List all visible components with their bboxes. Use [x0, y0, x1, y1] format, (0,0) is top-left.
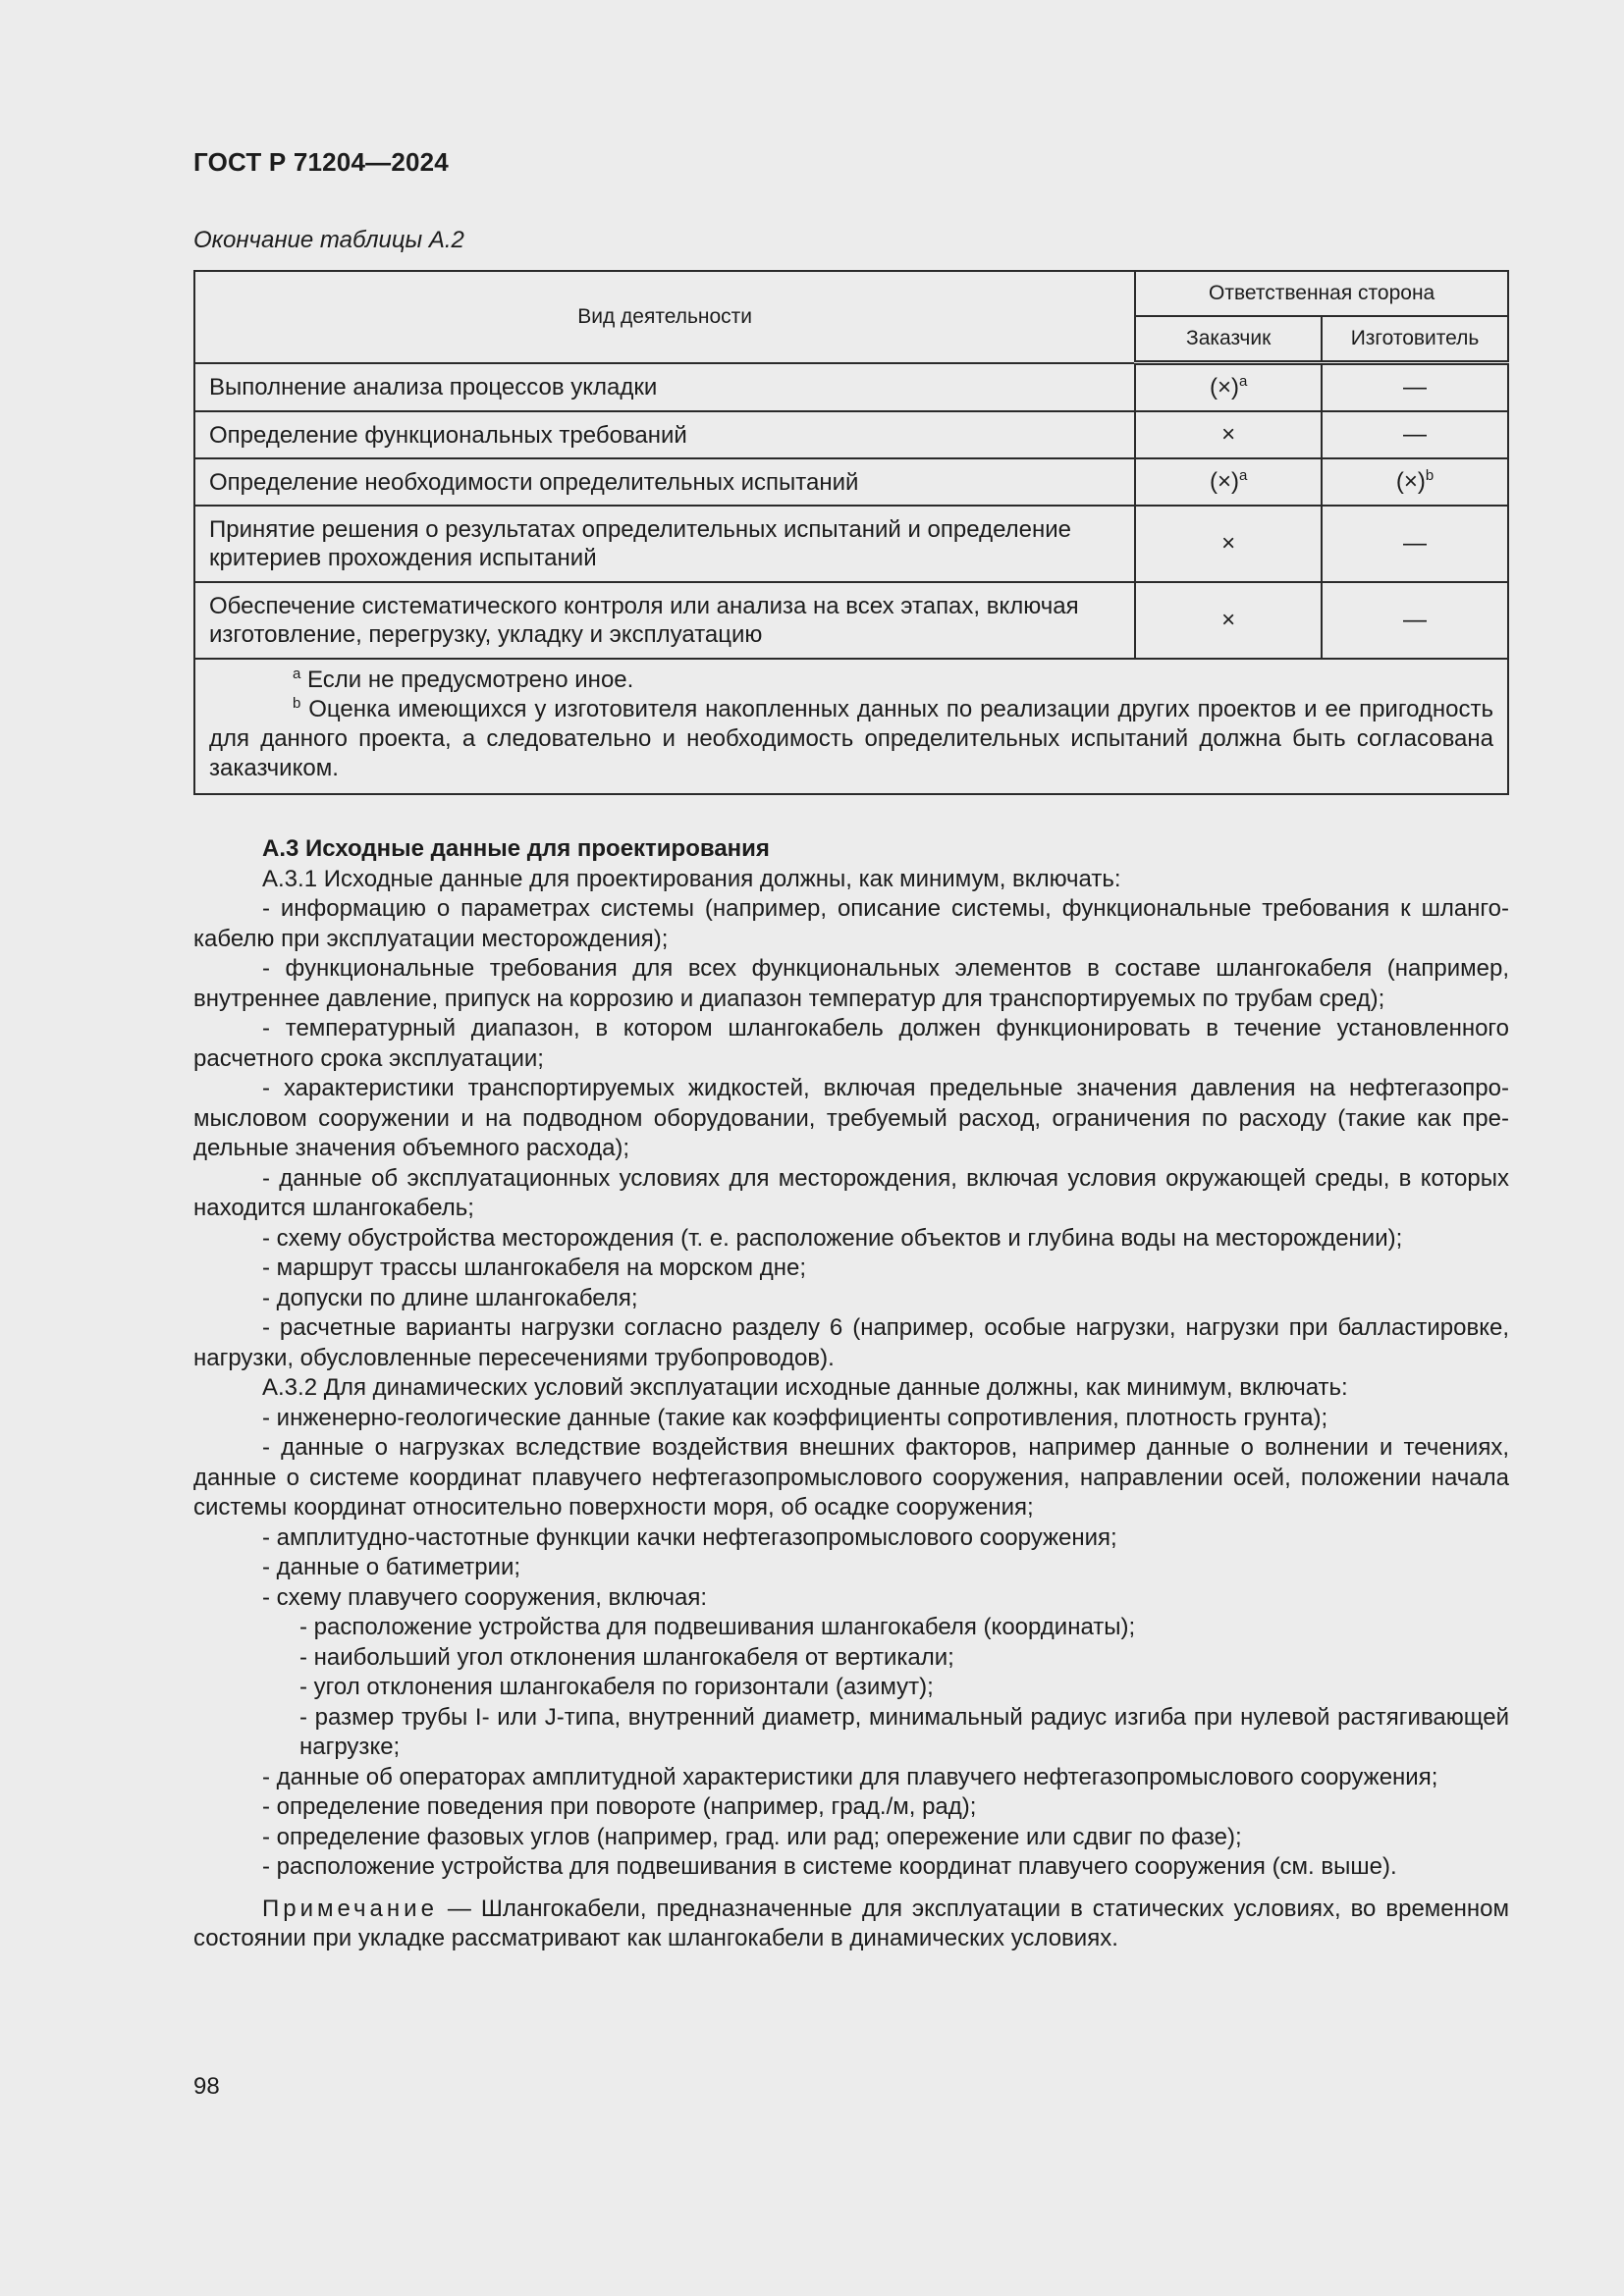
activity-cell: Определение функциональных требований [194, 411, 1135, 458]
list-item: - расположение устройства для подвешивания в системе координат плавучего сооружения (см. выше). [262, 1853, 1397, 1880]
activity-cell: Принятие решения о результатах определительных испытаний и определение критериев прохождения испытаний [194, 506, 1135, 582]
manufacturer-cell: — [1322, 506, 1508, 582]
header-activity: Вид деятельности [194, 271, 1135, 363]
list-item: - схему обустройства месторождения (т. е. расположение объектов и глубина воды на месторождении); [262, 1224, 1403, 1252]
table-row [194, 458, 1508, 506]
section-body [193, 834, 1509, 1954]
manufacturer-cell: — [1322, 411, 1508, 458]
activity-cell: Обеспечение систематического контроля или анализа на всех этапах, включая изготовление, перегрузку, укладку и эксплуатацию [194, 582, 1135, 659]
manufacturer-cell: $(\times)^b$ [1322, 458, 1508, 506]
sublist-item: - угол отклонения шлангокабеля по горизонтали (азимут); [299, 1674, 934, 1700]
table-footnotes [194, 659, 1508, 794]
page-number: 98 [193, 2073, 220, 2100]
note [193, 1895, 1509, 1954]
footnote-a: $^a$ Если не предусмотрено иное. [293, 666, 634, 693]
sublist-item: - расположение устройства для подвешивания шлангокабеля (координаты); [299, 1614, 1136, 1640]
table-caption: Окончание таблицы А.2 [193, 227, 464, 253]
manufacturer-cell: — [1322, 363, 1508, 412]
customer-cell: × [1135, 506, 1322, 582]
list-item: - маршрут трассы шлангокабеля на морском дне; [262, 1255, 806, 1281]
paragraph: А.3.1 Исходные данные для проектирования должны, как минимум, включать: [262, 865, 1121, 892]
note-label: Примечание [262, 1895, 438, 1922]
table-row [194, 582, 1508, 659]
manufacturer-cell: — [1322, 582, 1508, 659]
sublist-item: - наибольший угол отклонения шлангокабеля от вертикали; [299, 1643, 954, 1671]
list-item: - данные об эксплуатационных условиях для месторождения, включая условия окружающей среды, в которых находится шлангокабель; [193, 1164, 1509, 1221]
list-item: - данные о нагрузках вследствие воздействия внешних факторов, например данные о волнении и течениях, данные о системе координат плавучего нефтегазопромыслового сооружения, направлении осей, положении начала системы координат относительно поверхности моря, об осадке сооружения; [193, 1434, 1509, 1521]
list-item: - функциональные требования для всех функциональных элементов в составе шлангокабеля (например, внутреннее давление, припуск на коррозию и диапазон температур для транспортируемых по трубам сред); [193, 955, 1509, 1012]
table-row [194, 506, 1508, 582]
list-item: - амплитудно-частотные функции качки нефтегазопромыслового сооружения; [262, 1523, 1117, 1551]
list-item: - температурный диапазон, в котором шлангокабель должен функционировать в течение установленного расчетного срока эксплуатации; [193, 1015, 1509, 1072]
document-header: ГОСТ Р 71204—2024 [193, 147, 449, 177]
activity-cell: Выполнение анализа процессов укладки [194, 363, 1135, 412]
header-manufacturer: Изготовитель [1322, 316, 1508, 363]
customer-cell: × [1135, 411, 1322, 458]
customer-cell: × [1135, 582, 1322, 659]
list-item: - данные об операторах амплитудной характеристики для плавучего нефтегазопромыслового сооружения; [262, 1763, 1438, 1790]
responsibility-table [193, 270, 1509, 795]
list-item: - инженерно-геологические данные (такие как коэффициенты сопротивления, плотность грунта); [262, 1404, 1328, 1431]
note-text: — Шлангокабели, предназначенные для эксплуатации в статических условиях, во временном состоянии при укладке рассматривают как шлангокабели в динамических условиях. [193, 1895, 1510, 1951]
paragraph: А.3.2 Для динамических условий эксплуатации исходные данные должны, как минимум, включать: [262, 1374, 1348, 1401]
activity-cell: Определение необходимости определительных испытаний [194, 458, 1135, 506]
footnote-b: $^b$ Оценка имеющихся у изготовителя накопленных данных по реализации других проектов и ее пригодность для данного проекта, а следовательно и необходимость определительных испытаний должна быть согласована заказчиком. [209, 695, 1493, 781]
list-item: - допуски по длине шлангокабеля; [262, 1284, 638, 1311]
header-customer: Заказчик [1135, 316, 1322, 363]
list-item: - информацию о параметрах системы (например, описание системы, функциональные требования к шлангокабелю при эксплуатации месторождения); [193, 895, 1509, 952]
header-responsible: Ответственная сторона [1135, 271, 1508, 316]
table-row [194, 411, 1508, 458]
customer-cell: $(\times)^a$ [1135, 458, 1322, 506]
table-row [194, 363, 1508, 412]
sublist-item: - размер трубы I- или J-типа, внутренний диаметр, минимальный радиус изгиба при нулевой растягивающей нагрузке; [299, 1703, 1509, 1760]
list-item: - характеристики транспортируемых жидкостей, включая предельные значения давления на нефтегазопромысловом сооружении и на подводном оборудовании, требуемый расход, ограничения по расходу (такие как предельные значения объемного расхода); [193, 1075, 1509, 1161]
list-item: - данные о батиметрии; [262, 1554, 521, 1580]
list-item: - расчетные варианты нагрузки согласно разделу 6 (например, особые нагрузки, нагрузки при балластировке, нагрузки, обусловленные пересечениями трубопроводов). [193, 1314, 1509, 1371]
list-item: - определение поведения при повороте (например, град./м, рад); [262, 1793, 977, 1820]
customer-cell: $(\times)^a$ [1135, 363, 1322, 412]
list-item: - определение фазовых углов (например, град. или рад; опережение или сдвиг по фазе); [262, 1823, 1242, 1850]
section-heading: А.3 Исходные данные для проектирования [262, 835, 770, 862]
list-item: - схему плавучего сооружения, включая: [262, 1583, 708, 1611]
